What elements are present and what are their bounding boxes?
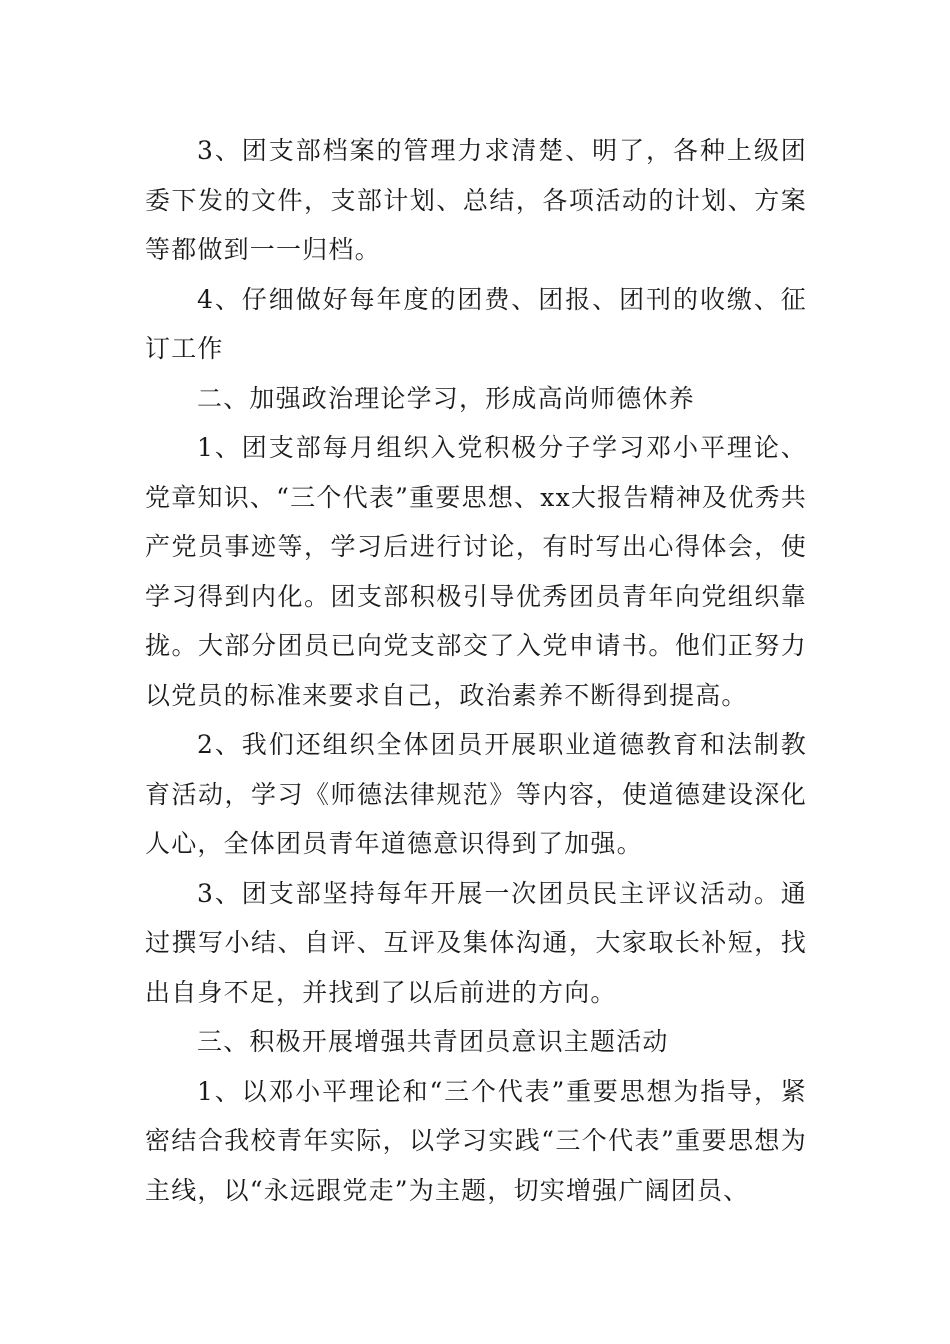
document-body (145, 126, 807, 1215)
paragraph-archive-management: 3、团支部档案的管理力求清楚、明了，各种上级团委下发的文件，支部计划、总结，各项活动的计划、方案等都做到一一归档。 (145, 136, 807, 264)
paragraph-dues-collection: 4、仔细做好每年度的团费、团报、团刊的收缴、征订工作 (145, 284, 807, 363)
section-heading-theme-activities: 三、积极开展增强共青团员意识主题活动 (197, 1027, 669, 1056)
paragraph-ethics-education: 2、我们还组织全体团员开展职业道德教育和法制教育活动，学习《师德法律规范》等内容，使道德建设深化人心，全体团员青年道德意识得到了加强。 (145, 730, 807, 858)
paragraph-theme-guidance: 1、以邓小平理论和“三个代表”重要思想为指导，紧密结合我校青年实际，以学习实践“三个代表”重要思想为主线，以“永远跟党走”为主题，切实增强广阔团员、 (145, 1076, 807, 1205)
paragraph-monthly-study: 1、团支部每月组织入党积极分子学习邓小平理论、党章知识、“三个代表”重要思想、xx大报告精神及优秀共产党员事迹等，学习后进行讨论，有时写出心得体会，使学习得到内化。团支部积极引导优秀团员青年向党组织靠拢。大部分团员已向党支部交了入党申请书。他们正努力以党员的标准来要求自己，政治素养不断得到提高。 (145, 433, 807, 710)
section-heading-political-study: 二、加强政治理论学习，形成高尚师德休养 (197, 383, 695, 413)
paragraph-democratic-evaluation: 3、团支部坚持每年开展一次团员民主评议活动。通过撰写小结、自评、互评及集体沟通，大家取长补短，找出自身不足，并找到了以后前进的方向。 (145, 878, 807, 1007)
